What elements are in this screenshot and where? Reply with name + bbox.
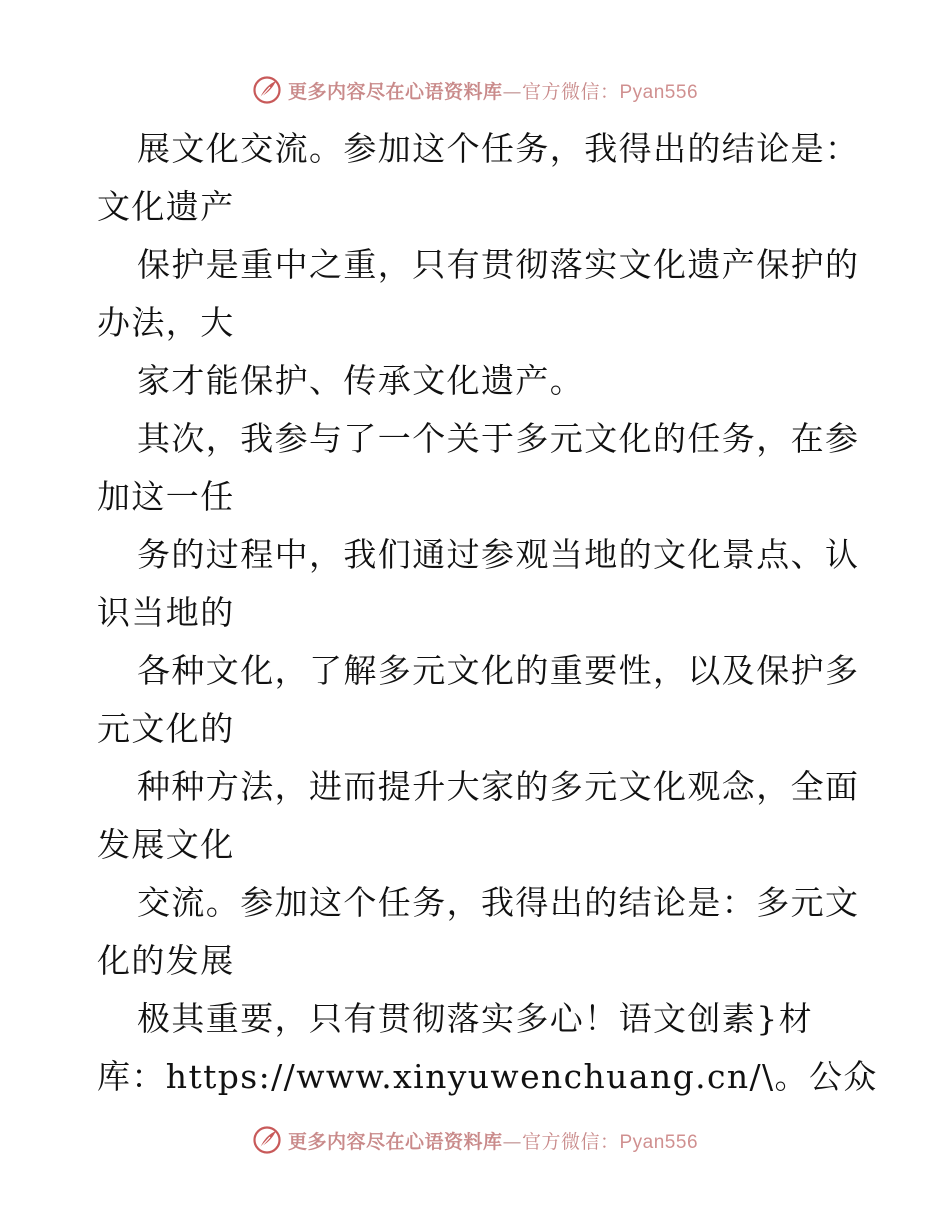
watermark-id: Pyan556 bbox=[619, 81, 699, 103]
header-watermark bbox=[0, 70, 950, 110]
text-line: 保护是重中之重，只有贯彻落实文化遗产保护的 bbox=[137, 245, 860, 284]
text-line: 交流。参加这个任务，我得出的结论是：多元文 bbox=[137, 883, 860, 922]
text-line: 务的过程中，我们通过参观当地的文化景点、认 bbox=[137, 535, 860, 574]
text-line: 化的发展 bbox=[97, 941, 235, 980]
watermark-text bbox=[288, 1127, 698, 1154]
watermark-suffix: 官方微信： bbox=[521, 1130, 620, 1153]
watermark-id: Pyan556 bbox=[619, 1131, 699, 1153]
text-line: 其次，我参与了一个关于多元文化的任务，在参 bbox=[137, 419, 860, 458]
document-body bbox=[97, 120, 878, 1106]
text-line: 识当地的 bbox=[97, 593, 235, 632]
watermark-main: 更多内容尽在心语资料库 bbox=[287, 80, 503, 103]
footer-watermark bbox=[0, 1120, 950, 1160]
text-line: 展文化交流。参加这个任务，我得出的结论是： bbox=[137, 129, 860, 168]
feather-logo-icon bbox=[252, 75, 282, 105]
watermark-separator: — bbox=[502, 80, 522, 103]
text-line: 种种方法，进而提升大家的多元文化观念，全面 bbox=[137, 767, 860, 806]
text-line: 库：https://www.xinyuwenchuang.cn/\。公众 bbox=[97, 1057, 878, 1096]
text-line: 各种文化，了解多元文化的重要性，以及保护多 bbox=[137, 651, 860, 690]
feather-logo-icon bbox=[252, 1125, 282, 1155]
watermark-suffix: 官方微信： bbox=[521, 80, 620, 103]
text-line: 文化遗产 bbox=[97, 187, 235, 226]
text-line: 元文化的 bbox=[97, 709, 235, 748]
text-line: 加这一任 bbox=[97, 477, 235, 516]
text-line: 家才能保护、传承文化遗产。 bbox=[137, 361, 585, 400]
text-line: 极其重要，只有贯彻落实多心！语文创素}材 bbox=[137, 999, 813, 1038]
text-line: 办法，大 bbox=[97, 303, 235, 342]
watermark-main: 更多内容尽在心语资料库 bbox=[287, 1130, 503, 1153]
watermark-separator: — bbox=[502, 1130, 522, 1153]
text-line: 发展文化 bbox=[97, 825, 235, 864]
watermark-text bbox=[288, 77, 698, 104]
